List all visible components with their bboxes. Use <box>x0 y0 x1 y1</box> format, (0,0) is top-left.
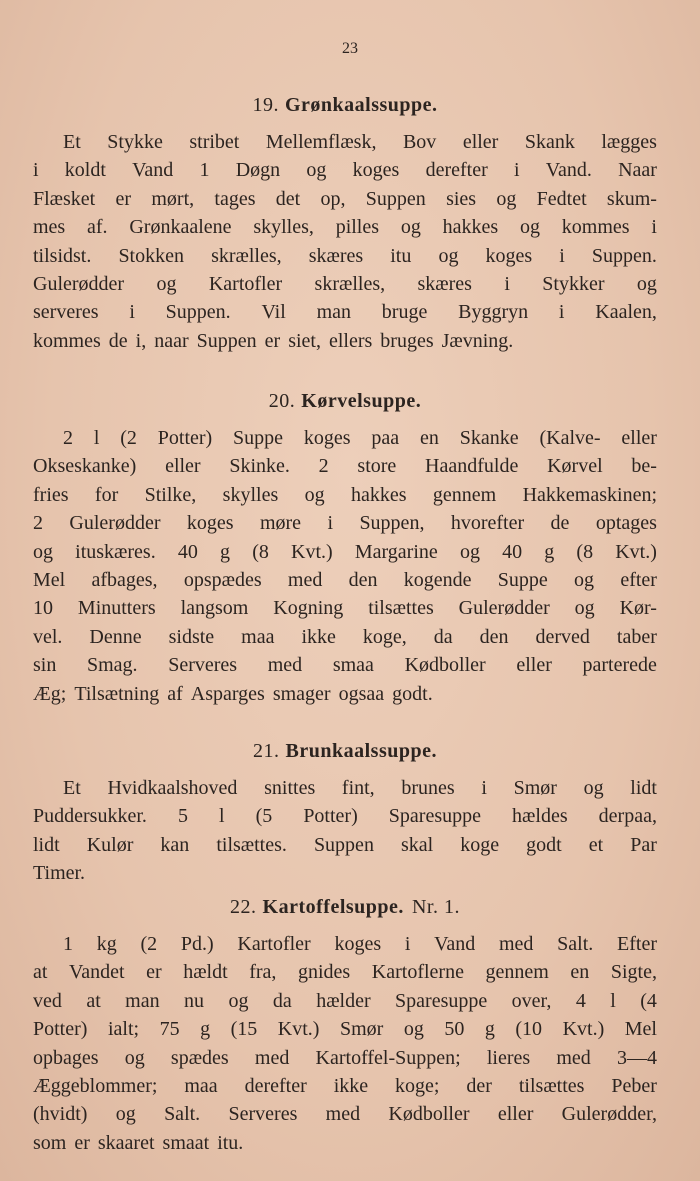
recipe-number: 21. <box>253 740 280 762</box>
text-line: 2 l (2 Potter) Suppe koges paa en Skanke (Kalve- eller <box>63 427 657 449</box>
text-line: Mel afbages, opspædes med den kogende Suppe og efter <box>33 568 657 591</box>
recipe-subtitle: Nr. 1. <box>411 896 460 918</box>
text-line: Æggeblommer; maa derefter ikke koge; der tilsættes Peber <box>33 1074 657 1097</box>
text-line: fries for Stilke, skylles og hakkes gennem Hakkemaskinen; <box>33 483 657 506</box>
recipe-20 <box>33 388 657 708</box>
recipe-name: Grønkaalssuppe. <box>284 94 438 116</box>
recipe-title <box>33 388 657 414</box>
text-line: vel. Denne sidste maa ikke koge, da den derved taber <box>33 625 657 648</box>
recipe-number: 22. <box>230 896 257 918</box>
text-line: Æg; Tilsætning af Asparges smager ogsaa godt. <box>33 682 433 705</box>
text-line: Gulerødder og Kartofler skrælles, skæres i Stykker og <box>33 272 657 295</box>
text-line: tilsidst. Stokken skrælles, skæres itu og koges i Suppen. <box>33 244 657 267</box>
text-line: 10 Minutters langsom Kogning tilsættes Gulerødder og Kør- <box>33 597 657 620</box>
text-line: opbages og spædes med Kartoffel-Suppen; lieres med 3—4 <box>33 1046 657 1069</box>
recipe-title <box>33 738 657 764</box>
recipe-19 <box>33 92 657 355</box>
recipe-21 <box>33 738 657 888</box>
text-line: kommes de i, naar Suppen er siet, ellers bruges Jævning. <box>33 329 514 352</box>
recipe-name: Brunkaalssuppe. <box>285 740 437 762</box>
text-line: lidt Kulør kan tilsættes. Suppen skal koge godt et Par <box>33 833 657 856</box>
text-line: og ituskæres. 40 g (8 Kvt.) Margarine og 40 g (8 Kvt.) <box>33 540 657 563</box>
text-line: Flæsket er mørt, tages det op, Suppen sies og Fedtet skum- <box>33 187 657 210</box>
text-line: Potter) ialt; 75 g (15 Kvt.) Smør og 50 g (10 Kvt.) Mel <box>33 1018 657 1041</box>
recipe-number: 20. <box>268 390 296 412</box>
text-line: mes af. Grønkaalene skylles, pilles og hakkes og kommes i <box>33 216 657 239</box>
text-line: ved at man nu og da hælder Sparesuppe over, 4 l (4 <box>33 989 657 1012</box>
recipe-name: Kørvelsuppe. <box>301 390 422 412</box>
page-number: 23 <box>342 40 358 57</box>
text-line: Et Stykke stribet Mellemflæsk, Bov eller Skank lægges <box>63 131 657 153</box>
recipe-title <box>33 894 657 920</box>
text-line: 2 Gulerødder koges møre i Suppen, hvorefter de optages <box>33 512 657 535</box>
text-line: Et Hvidkaalshoved snittes fint, brunes i Smør og lidt <box>63 777 657 799</box>
text-line: 1 kg (2 Pd.) Kartofler koges i Vand med Salt. Efter <box>63 933 657 955</box>
text-line: Puddersukker. 5 l (5 Potter) Sparesuppe hældes derpaa, <box>33 805 657 828</box>
text-line: (hvidt) og Salt. Serveres med Kødboller eller Gulerødder, <box>33 1103 657 1126</box>
text-line: i koldt Vand 1 Døgn og koges derefter i Vand. Naar <box>33 159 657 182</box>
text-line: sin Smag. Serveres med smaa Kødboller eller parterede <box>33 654 657 677</box>
text-line: at Vandet er hældt fra, gnides Kartoflerne gennem en Sigte, <box>33 961 657 984</box>
text-line: serveres i Suppen. Vil man bruge Byggryn i Kaalen, <box>33 301 657 324</box>
recipe-title <box>33 92 657 118</box>
text-line: Timer. <box>33 862 86 885</box>
text-line: som er skaaret smaat itu. <box>33 1131 244 1154</box>
text-line: Okseskanke) eller Skinke. 2 store Haandfulde Kørvel be- <box>33 455 657 478</box>
recipe-name: Kartoffelsuppe. <box>262 896 404 918</box>
recipe-22 <box>33 894 657 1157</box>
recipe-number: 19. <box>252 94 279 116</box>
